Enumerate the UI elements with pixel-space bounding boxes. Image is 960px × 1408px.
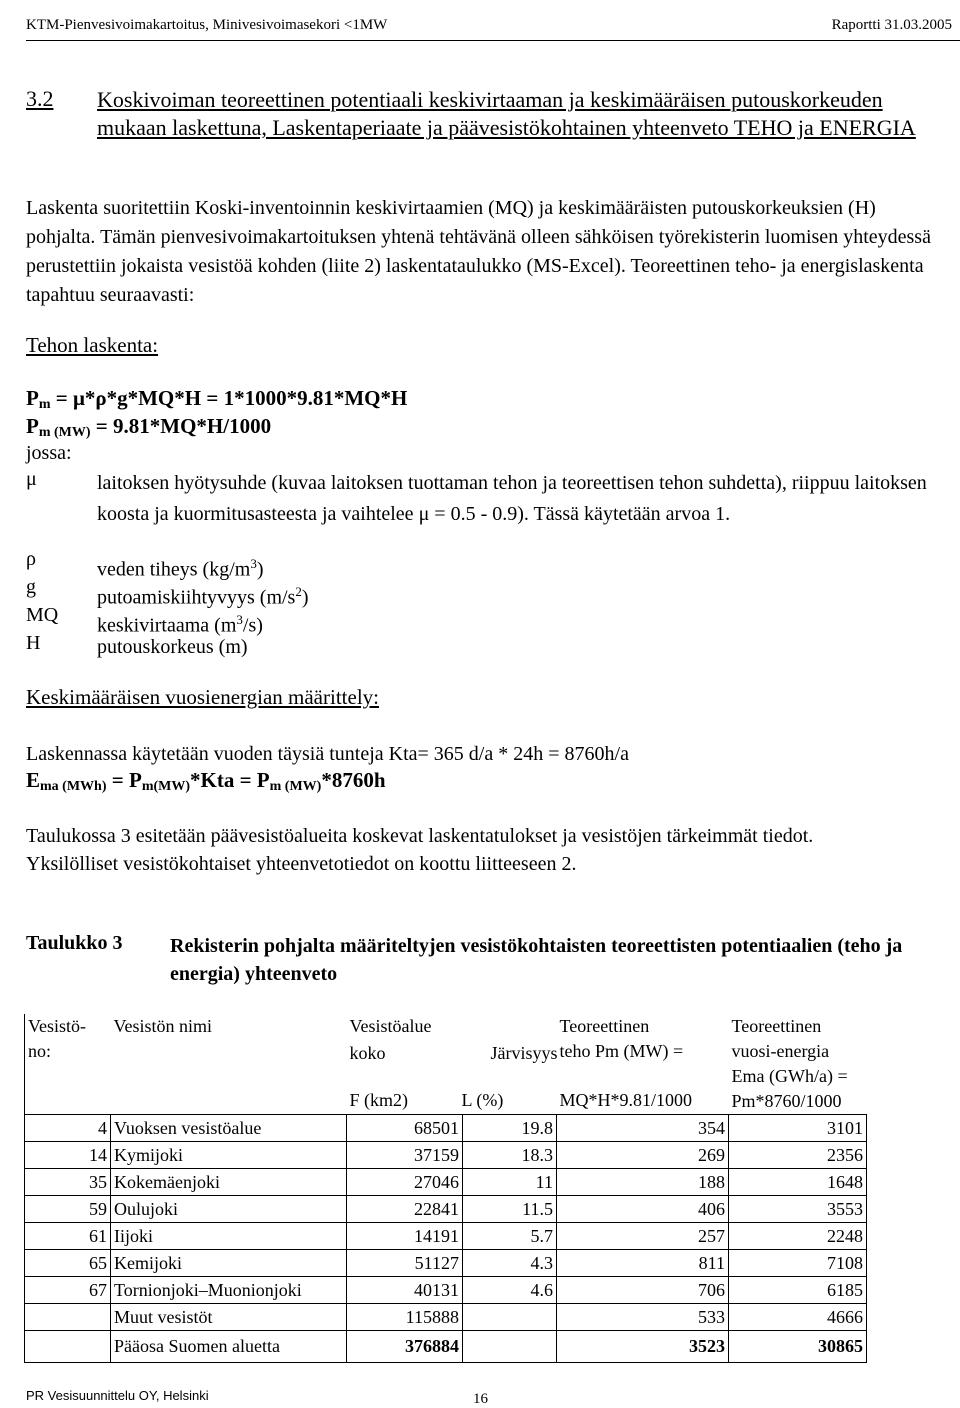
table-row: 4 Vuoksen vesistöalue 68501 19.8 354 3101	[25, 1115, 867, 1142]
header-right: Raportti 31.03.2005	[831, 17, 952, 33]
power-heading: Tehon laskenta:	[26, 333, 159, 357]
power-formula-1: $P_m = \mu*\rho*g*MQ*H = 1*1000*9.81*MQ*H$	[26, 386, 408, 412]
section-number: 3.2	[26, 86, 54, 111]
def-symbol-rho: ρ	[26, 548, 36, 570]
energy-hours-line: Laskennassa käytetään vuoden täysiä tunteja Kta= 365 d/a * 24h = 8760h/a	[26, 743, 629, 765]
table-caption-number: Taulukko 3	[26, 932, 123, 954]
table-header-row	[25, 1014, 867, 1115]
def-symbol-g: g	[26, 576, 36, 598]
header-name: Vesistön nimi	[113, 1016, 213, 1036]
energy-paragraph-2: Yksilölliset vesistökohtaiset yhteenvetotiedot on koottu liitteeseen 2.	[26, 853, 577, 875]
def-text-h: putouskorkeus (m)	[97, 636, 248, 658]
table-row: 61 Iijoki 14191 5.7 257 2248	[25, 1223, 867, 1250]
header-energy: Teoreettinen vuosi-energia Ema (GWh/a) = Pm*8760/1000	[731, 1016, 848, 1111]
table-row: 35 Kokemäenjoki 27046 11 188 1648	[25, 1169, 867, 1196]
where-label: jossa:	[26, 442, 72, 464]
header-left: KTM-Pienvesivoimakartoitus, Minivesivoimasekori <1MW	[26, 17, 388, 33]
def-text-mq: keskivirtaama $(m^3/s)$	[97, 612, 263, 637]
power-formula-2: $P_{m (MW)} = 9.81*MQ*H/1000$	[26, 414, 272, 440]
def-text-mu: laitoksen hyötysuhde (kuvaa laitoksen tuottaman tehon ja teoreettisen tehon suhdetta), riippuu laitoksen koosta ja kuormitusasteesta ja vaihtelee μ = 0.5 - 0.9). Tässä käytetään arvoa 1.	[97, 472, 927, 525]
results-table	[24, 1014, 867, 1363]
energy-formula: $E_{ma (MWh)} = P_{m(MW)}*Kta = P_{m (MW)}*8760h$	[26, 768, 386, 794]
def-symbol-mu: μ	[26, 468, 37, 490]
header-power: Teoreettinen teho Pm (MW) = MQ*H*9.81/1000	[559, 1016, 693, 1110]
table-total-row: Pääosa Suomen aluetta 376884 3523 30865	[25, 1331, 867, 1363]
page-number: 16	[473, 1391, 488, 1407]
table-row: Muut vesistöt 115888 533 4666	[25, 1304, 867, 1331]
energy-heading: Keskimääräisen vuosienergian määrittely:	[26, 685, 379, 709]
section-title: Koskivoiman teoreettinen potentiaali keskivirtaaman ja keskimääräisen putouskorkeuden mukaan laskettuna, Laskentaperiaate ja päävesistökohtainen yhteenveto TEHO ja ENERGIA	[97, 87, 916, 140]
footer-company: PR Vesisuunnittelu OY, Helsinki	[26, 1388, 209, 1403]
table-row: 67 Tornionjoki–Muonionjoki 40131 4.6 706 6185	[25, 1277, 867, 1304]
intro-paragraph: Laskenta suoritettiin Koski-inventoinnin keskivirtaamien (MQ) ja keskimääräisten putouskorkeuksien (H) pohjalta. Tämän pienvesivoimakartoituksen yhtenä tehtävänä olleen sähköisen työrekisterin luomisen yhteydessä perustettiin jokaista vesistöä kohden (liite 2) laskentataulukko (MS-Excel). Teoreettinen teho- ja energislaskenta tapahtuu seuraavasti:	[26, 197, 931, 306]
def-text-g: putoamiskiihtyvyys $(m/s^2)$	[97, 584, 309, 609]
table-row: 59 Oulujoki 22841 11.5 406 3553	[25, 1196, 867, 1223]
def-symbol-mq: MQ	[26, 604, 59, 626]
header-area: Vesistöalue koko Järvisyys F (km2) L (%)	[349, 1016, 558, 1110]
table-caption-text: Rekisterin pohjalta määriteltyjen vesistökohtaisten teoreettisten potentiaalien (teho ja energia) yhteenveto	[170, 935, 903, 985]
def-text-rho: veden tiheys $(kg/m^3)$	[97, 556, 264, 581]
def-symbol-h: H	[26, 632, 41, 654]
table-row: 65 Kemijoki 51127 4.3 811 7108	[25, 1250, 867, 1277]
table-row: 14 Kymijoki 37159 18.3 269 2356	[25, 1142, 867, 1169]
header-divider	[26, 40, 960, 41]
energy-paragraph-1: Taulukossa 3 esitetään päävesistöalueita koskevat laskentatulokset ja vesistöjen tärkeimmät tiedot.	[26, 825, 814, 847]
header-no: Vesistö-no:	[25, 1014, 111, 1115]
